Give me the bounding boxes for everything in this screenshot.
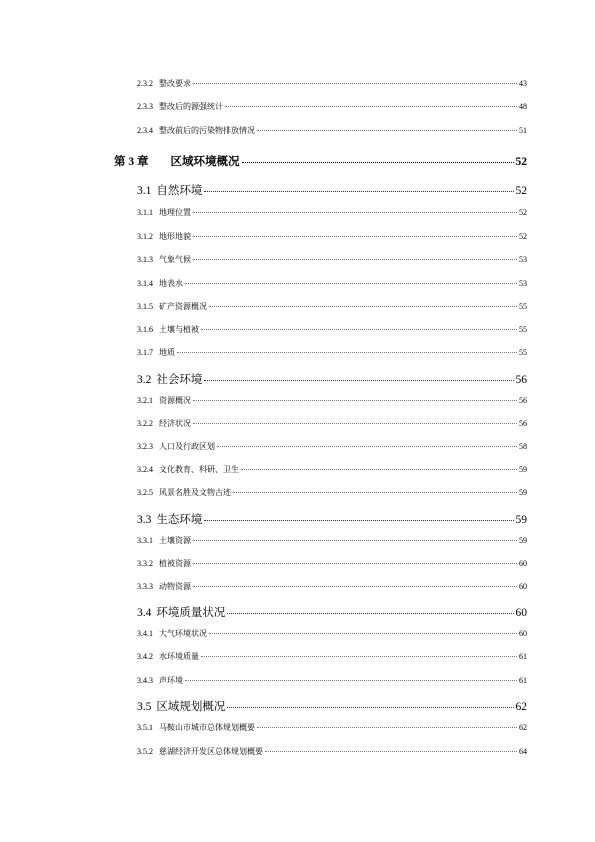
toc-entry-number: 3.3	[137, 514, 152, 526]
toc-entry[interactable]	[137, 418, 527, 429]
toc-entry[interactable]	[137, 207, 527, 218]
toc-entry-number: 3.4	[137, 607, 152, 619]
toc-entry-number: 3.1.3	[137, 255, 153, 264]
toc-entry-page: 53	[519, 255, 527, 264]
toc-entry-title: 动物资源	[159, 582, 191, 591]
toc-entry-number: 3.1.4	[137, 279, 153, 288]
toc-entry-page: 43	[519, 79, 527, 88]
toc-entry-page: 56	[519, 396, 527, 405]
toc-entry-title: 区域规划概况	[156, 701, 226, 713]
toc-entry-number: 2.3.3	[137, 102, 153, 111]
toc-entry-page: 52	[519, 232, 527, 241]
dot-leader	[193, 540, 517, 541]
toc-entry-number: 3.1.6	[137, 325, 153, 334]
toc-entry-page: 62	[519, 723, 527, 732]
toc-entry-page: 59	[519, 465, 527, 474]
dot-leader	[201, 329, 517, 330]
toc-entry[interactable]	[137, 231, 527, 242]
toc-entry-title: 地理位置	[159, 208, 191, 217]
toc-entry-page: 52	[515, 156, 527, 168]
toc-entry-number: 3.2.5	[137, 488, 153, 497]
toc-entry-title: 矿产资源概况	[159, 302, 207, 311]
toc-entry-number: 3.4.2	[137, 652, 153, 661]
toc-entry[interactable]	[137, 464, 527, 475]
toc-entry[interactable]	[137, 628, 527, 639]
toc-entry-title: 气象气候	[159, 255, 191, 264]
toc-entry-number: 3.3.1	[137, 536, 153, 545]
dot-leader	[225, 106, 517, 107]
dot-leader	[185, 283, 517, 284]
toc-entry-title: 植被资源	[159, 559, 191, 568]
dot-leader	[257, 130, 517, 131]
dot-leader	[193, 236, 517, 237]
dot-leader	[193, 83, 517, 84]
toc-entry-number: 3.1.7	[137, 348, 153, 357]
dot-leader	[265, 751, 517, 752]
toc-entry-title: 地表水	[159, 279, 183, 288]
toc-entry-number: 3.3.2	[137, 559, 153, 568]
toc-entry[interactable]	[137, 558, 527, 569]
dot-leader	[241, 469, 517, 470]
toc-entry-title: 社会环境	[156, 374, 203, 386]
toc-entry-title: 文化教育、科研、卫生	[159, 465, 239, 474]
dot-leader	[193, 212, 517, 213]
toc-entry-number: 3.1.5	[137, 302, 153, 311]
toc-entry[interactable]	[137, 581, 527, 592]
toc-entry[interactable]	[137, 604, 527, 620]
dot-leader	[185, 680, 517, 681]
dot-leader	[193, 586, 517, 587]
toc-entry[interactable]	[137, 101, 527, 112]
toc-entry-title: 土壤资源	[159, 536, 191, 545]
toc-entry-number: 3.2.1	[137, 396, 153, 405]
toc-entry[interactable]	[137, 78, 527, 89]
toc-entry-title: 地形地貌	[159, 232, 191, 241]
toc-entry-page: 52	[519, 208, 527, 217]
toc-entry[interactable]	[137, 301, 527, 312]
dot-leader	[201, 656, 517, 657]
toc-entry-title: 整改前后的污染物排放情况	[159, 126, 255, 135]
dot-leader	[204, 520, 513, 521]
toc-entry-number: 3.4.1	[137, 629, 153, 638]
toc-entry-title: 地质	[159, 348, 175, 357]
toc-entry-title: 环境质量状况	[156, 607, 226, 619]
toc-entry-page: 59	[519, 536, 527, 545]
toc-entry-title: 经济状况	[159, 419, 191, 428]
toc-entry-title: 人口及行政区划	[159, 442, 215, 451]
toc-entry[interactable]	[137, 347, 527, 358]
dot-leader	[242, 162, 514, 163]
dot-leader	[227, 613, 513, 614]
toc-entry-page: 61	[519, 652, 527, 661]
dot-leader	[209, 633, 517, 634]
dot-leader	[177, 352, 517, 353]
toc-entry[interactable]	[137, 324, 527, 335]
toc-entry-title: 资源概况	[159, 396, 191, 405]
toc-entry-number: 3.1.1	[137, 208, 153, 217]
toc-entry-page: 53	[519, 279, 527, 288]
toc-entry-number: 3.3.3	[137, 582, 153, 591]
toc-entry-title: 慈湖经济开发区总体规划概要	[159, 747, 263, 756]
dot-leader	[217, 446, 517, 447]
toc-entry-number: 2.3.2	[137, 79, 153, 88]
toc-entry-number: 3.2.2	[137, 419, 153, 428]
toc-entry-page: 60	[515, 607, 527, 619]
toc-entry[interactable]	[114, 153, 527, 169]
dot-leader	[193, 259, 517, 260]
toc-entry[interactable]	[137, 746, 527, 757]
toc-entry-number: 3.5	[137, 701, 152, 713]
toc-entry-title: 土壤与植被	[159, 325, 199, 334]
toc-entry[interactable]	[137, 511, 527, 527]
toc-entry-page: 59	[515, 514, 527, 526]
toc-entry-number: 第 3 章	[114, 156, 149, 168]
toc-entry-page: 59	[519, 488, 527, 497]
dot-leader	[204, 191, 513, 192]
toc-entry-number: 2.3.4	[137, 126, 153, 135]
toc-entry-page: 58	[519, 442, 527, 451]
toc-entry[interactable]	[137, 182, 527, 198]
toc-entry-page: 51	[519, 126, 527, 135]
toc-entry-page: 56	[519, 419, 527, 428]
dot-leader	[193, 400, 517, 401]
dot-leader	[193, 563, 517, 564]
toc-entry-number: 3.1	[137, 185, 152, 197]
toc-entry[interactable]	[137, 441, 527, 452]
toc-entry-number: 3.2.4	[137, 465, 153, 474]
toc-entry-page: 64	[519, 747, 527, 756]
toc-entry[interactable]	[137, 371, 527, 387]
toc-entry[interactable]	[137, 675, 527, 686]
toc-entry-page: 62	[515, 701, 527, 713]
dot-leader	[204, 380, 513, 381]
toc-entry[interactable]	[137, 651, 527, 662]
toc-entry[interactable]	[137, 535, 527, 546]
toc-entry-title: 水环境质量	[159, 652, 199, 661]
toc-entry-page: 55	[519, 325, 527, 334]
toc-entry-page: 61	[519, 676, 527, 685]
toc-entry[interactable]	[137, 278, 527, 289]
toc-entry-page: 55	[519, 302, 527, 311]
toc-entry-page: 48	[519, 102, 527, 111]
toc-entry-title: 整改要求	[159, 79, 191, 88]
toc-entry[interactable]	[137, 254, 527, 265]
toc-entry-title: 马鞍山市城市总体规划概要	[159, 723, 255, 732]
dot-leader	[209, 306, 517, 307]
dot-leader	[227, 707, 513, 708]
toc-entry-title: 生态环境	[156, 514, 203, 526]
toc-entry-title: 大气环境状况	[159, 629, 207, 638]
toc-entry-page: 60	[519, 582, 527, 591]
dot-leader	[233, 492, 517, 493]
toc-entry-title: 声环境	[159, 676, 183, 685]
toc-entry-number: 3.2.3	[137, 442, 153, 451]
toc-entry-page: 55	[519, 348, 527, 357]
toc-entry[interactable]	[137, 722, 527, 733]
toc-entry[interactable]	[137, 698, 527, 714]
toc-entry-page: 60	[519, 559, 527, 568]
toc-entry-title: 自然环境	[156, 185, 203, 197]
toc-entry-page: 56	[515, 374, 527, 386]
toc-entry-title: 整改后的源强统计	[159, 102, 223, 111]
toc-entry-number: 3.2	[137, 374, 152, 386]
toc-entry-number: 3.1.2	[137, 232, 153, 241]
toc-entry-page: 60	[519, 629, 527, 638]
dot-leader	[193, 423, 517, 424]
toc-entry[interactable]	[137, 395, 527, 406]
toc-entry-page: 52	[515, 185, 527, 197]
toc-entry-title: 风景名胜及文物古迹	[159, 488, 231, 497]
toc-entry[interactable]	[137, 125, 527, 136]
dot-leader	[257, 727, 517, 728]
toc-entry[interactable]	[137, 487, 527, 498]
toc-entry-number: 3.5.1	[137, 723, 153, 732]
toc-entry-title: 区域环境概况	[170, 156, 240, 168]
toc-entry-number: 3.5.2	[137, 747, 153, 756]
toc-entry-number: 3.4.3	[137, 676, 153, 685]
